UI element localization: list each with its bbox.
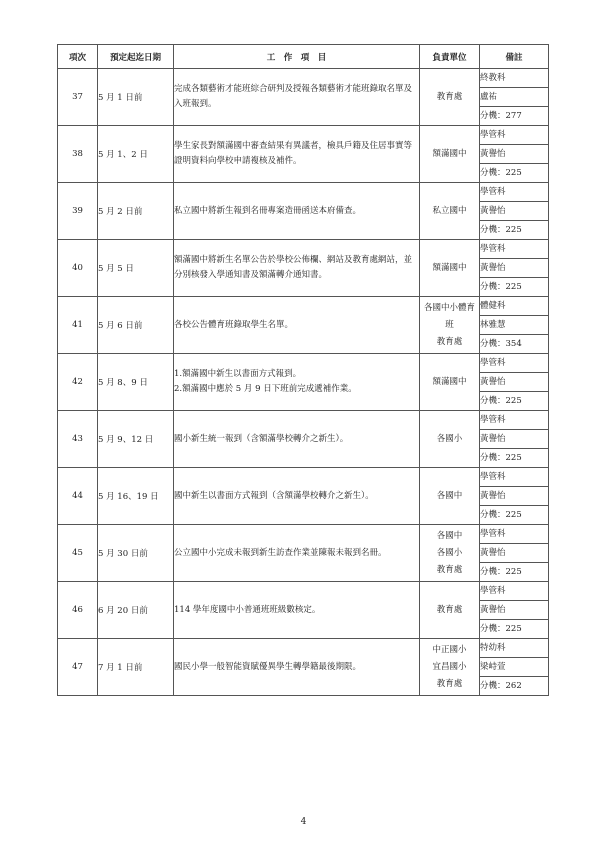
row-task	[174, 354, 420, 411]
table-row	[58, 525, 549, 544]
row-note: 分機：225	[480, 221, 549, 240]
row-unit	[420, 411, 480, 468]
row-unit	[420, 240, 480, 297]
row-note: 黃譽怡	[480, 544, 549, 563]
row-unit	[420, 582, 480, 639]
row-number: 46	[58, 582, 98, 639]
table-row	[58, 468, 549, 487]
row-unit-line: 中正國小	[432, 644, 467, 655]
row-note: 分機：277	[480, 107, 549, 126]
row-task	[174, 69, 420, 126]
row-task-line: 2.額滿國中應於 5 月 9 日下班前完成遞補作業。	[174, 384, 357, 394]
row-task-line: 1.額滿國中新生以書面方式報到。	[174, 369, 302, 379]
header-unit: 負責單位	[420, 45, 480, 69]
row-note: 分機：225	[480, 506, 549, 525]
table-row	[58, 582, 549, 601]
table-row	[58, 297, 549, 316]
row-number: 40	[58, 240, 98, 297]
row-note: 學管科	[480, 468, 549, 487]
row-number: 45	[58, 525, 98, 582]
row-note: 黃譽怡	[480, 487, 549, 506]
row-unit	[420, 468, 480, 525]
row-note: 黃譽怡	[480, 430, 549, 449]
row-date: 5 月 30 日前	[98, 525, 174, 582]
row-task	[174, 582, 420, 639]
row-number: 39	[58, 183, 98, 240]
row-unit	[420, 525, 480, 582]
row-unit-line: 各國小	[436, 547, 463, 558]
table-header-row	[58, 45, 549, 69]
row-task-line: 完成各類藝術才能班綜合研判及授報各類藝術才能班錄取名單及入班報到。	[174, 84, 413, 109]
row-unit-line: 各國中	[436, 530, 463, 541]
row-unit-line: 教育處	[436, 91, 463, 102]
row-unit	[420, 639, 480, 696]
table-row	[58, 639, 549, 658]
row-unit-line: 教育處	[436, 564, 463, 575]
row-unit-line: 教育處	[436, 604, 463, 615]
row-note: 學管科	[480, 354, 549, 373]
table-body	[58, 69, 549, 696]
row-note: 黃譽怡	[480, 259, 549, 278]
row-date: 5 月 1、2 日	[98, 126, 174, 183]
row-date: 5 月 2 日前	[98, 183, 174, 240]
page-number: 4	[300, 817, 307, 827]
row-date: 5 月 6 日前	[98, 297, 174, 354]
row-task-line: 私立國中將新生報到名冊專案造冊函送本府備查。	[174, 205, 362, 216]
row-note: 學管科	[480, 411, 549, 430]
row-task-line: 國中新生以書面方式報到（含額滿學校轉介之新生）。	[174, 490, 374, 501]
row-task-line: 各校公告體育班錄取學生名單。	[174, 319, 294, 330]
row-date: 5 月 1 日前	[98, 69, 174, 126]
row-task	[174, 411, 420, 468]
row-unit-line: 各國小	[436, 433, 463, 444]
row-note: 黃譽怡	[480, 373, 549, 392]
row-date: 5 月 9、12 日	[98, 411, 174, 468]
row-note: 黃譽怡	[480, 145, 549, 164]
schedule-table	[57, 44, 549, 696]
row-note: 學管科	[480, 183, 549, 202]
row-unit-line: 各國中小體育班	[423, 302, 475, 330]
header-no: 項次	[58, 45, 98, 69]
row-task	[174, 240, 420, 297]
table-row	[58, 183, 549, 202]
row-note: 分機：225	[480, 392, 549, 411]
header-date: 預定起迄日期	[98, 45, 174, 69]
row-number: 41	[58, 297, 98, 354]
row-unit-line: 額滿國中	[432, 376, 467, 387]
row-note: 梁峙萱	[480, 658, 549, 677]
row-note: 林雅慧	[480, 316, 549, 335]
row-number: 44	[58, 468, 98, 525]
row-unit-line: 額滿國中	[432, 148, 467, 159]
row-unit-line: 教育處	[436, 678, 463, 689]
row-number: 38	[58, 126, 98, 183]
row-note: 學管科	[480, 240, 549, 259]
row-note: 分機：225	[480, 620, 549, 639]
row-task-line: 公立國中小完成未報到新生訪查作業並陳報未報到名冊。	[174, 547, 387, 558]
row-note: 分機：225	[480, 278, 549, 297]
row-note: 分機：262	[480, 677, 549, 696]
row-task	[174, 183, 420, 240]
row-note: 分機：225	[480, 164, 549, 183]
row-task-line: 學生家長對額滿國中審查結果有異議者，檢具戶籍及住居事實等證明資料向學校申請複核及補件。	[174, 141, 413, 166]
row-task-line: 114 學年度國中小普通班班級數核定。	[174, 604, 321, 615]
table-row	[58, 69, 549, 88]
row-unit-line: 各國中	[436, 490, 463, 501]
row-note: 學管科	[480, 582, 549, 601]
row-note: 學管科	[480, 126, 549, 145]
row-task	[174, 639, 420, 696]
row-number: 42	[58, 354, 98, 411]
row-note: 終教科	[480, 69, 549, 88]
row-unit	[420, 297, 480, 354]
row-number: 47	[58, 639, 98, 696]
row-date: 5 月 16、19 日	[98, 468, 174, 525]
row-task-line: 國小新生統一報到（含額滿學校轉介之新生）。	[174, 433, 349, 444]
row-number: 43	[58, 411, 98, 468]
row-note: 分機：225	[480, 563, 549, 582]
row-number: 37	[58, 69, 98, 126]
row-date: 6 月 20 日前	[98, 582, 174, 639]
row-unit-line: 教育處	[436, 336, 463, 347]
row-task-line: 額滿國中將新生名單公告於學校公佈欄、網站及教育處網站，並分別核發入學通知書及額滿轉介通知書。	[174, 255, 413, 280]
row-task	[174, 126, 420, 183]
row-unit-line: 私立國中	[432, 205, 467, 216]
row-unit	[420, 69, 480, 126]
header-task: 工 作 項 目	[174, 45, 420, 69]
row-note: 黃譽怡	[480, 202, 549, 221]
table-row	[58, 126, 549, 145]
row-date: 7 月 1 日前	[98, 639, 174, 696]
table-row	[58, 354, 549, 373]
row-unit-line: 宜昌國小	[432, 661, 467, 672]
header-note: 備註	[480, 45, 549, 69]
row-note: 分機：354	[480, 335, 549, 354]
table-row	[58, 411, 549, 430]
row-unit	[420, 126, 480, 183]
row-unit-line: 額滿國中	[432, 262, 467, 273]
row-note: 學管科	[480, 525, 549, 544]
row-task	[174, 525, 420, 582]
row-date: 5 月 8、9 日	[98, 354, 174, 411]
row-task	[174, 297, 420, 354]
row-note: 體健科	[480, 297, 549, 316]
row-note: 分機：225	[480, 449, 549, 468]
row-unit	[420, 183, 480, 240]
row-note: 盧祐	[480, 88, 549, 107]
table-row	[58, 240, 549, 259]
row-unit	[420, 354, 480, 411]
row-date: 5 月 5 日	[98, 240, 174, 297]
row-note: 黃譽怡	[480, 601, 549, 620]
row-note: 特幼科	[480, 639, 549, 658]
row-task-line: 國民小學一般智能資賦優異學生轉學籍最後期限。	[174, 661, 362, 672]
row-task	[174, 468, 420, 525]
